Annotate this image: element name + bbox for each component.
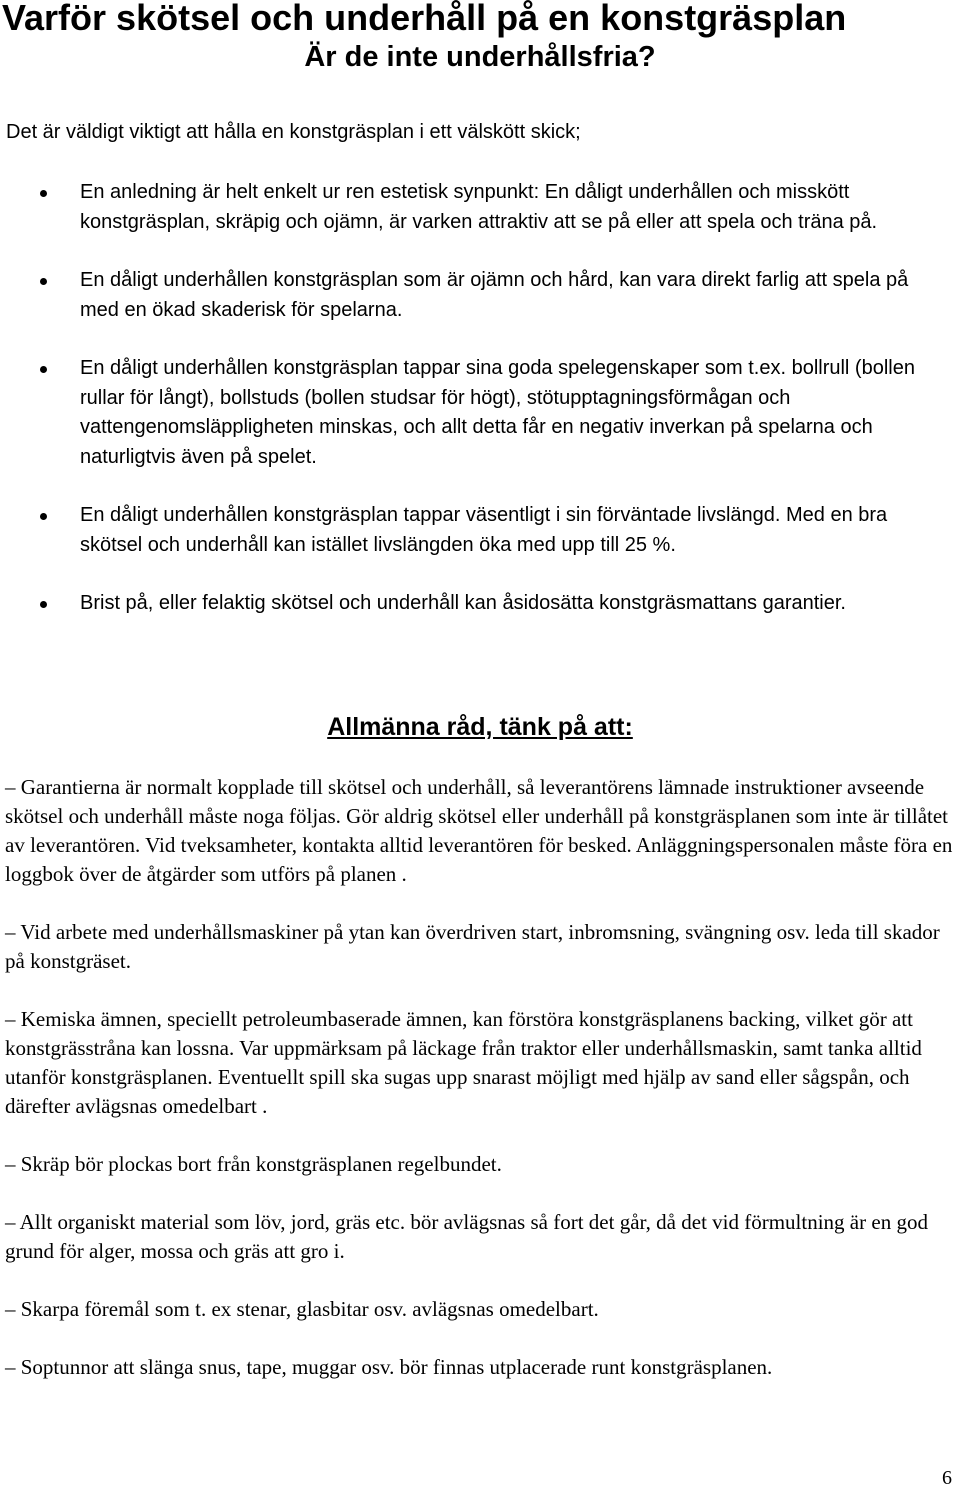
advice-paragraph: – Vid arbete med underhållsmaskiner på ytan kan överdriven start, inbromsning, svängning osv. leda till skador på konstgräset.: [5, 920, 940, 973]
advice-list: [5, 773, 955, 1411]
document-subtitle: Är de inte underhållsfria?: [304, 41, 656, 73]
advice-paragraph: – Allt organiskt material som löv, jord, gräs etc. bör avlägsnas så fort det går, då det vid förmultning är en god grund för alger, mossa och gräs att gro i.: [5, 1210, 928, 1263]
list-item-text: En anledning är helt enkelt ur ren estetisk synpunkt: En dåligt underhållen och misskött konstgräsplan, skräpig och ojämn, är varken attraktiv att se på eller att spela och träna på.: [80, 181, 878, 233]
list-item-text: Brist på, eller felaktig skötsel och underhåll kan åsidosätta konstgräsmattans garantier.: [80, 592, 846, 614]
list-item: [0, 178, 960, 237]
section-heading: Allmänna råd, tänk på att:: [327, 713, 633, 741]
list-item-text: En dåligt underhållen konstgräsplan som är ojämn och hård, kan vara direkt farlig att spela på med en ökad skaderisk för spelarna.: [80, 269, 909, 321]
advice-paragraph: – Skarpa föremål som t. ex stenar, glasbitar osv. avlägsnas omedelbart.: [5, 1297, 599, 1321]
list-item-text: En dåligt underhållen konstgräsplan tappar väsentligt i sin förväntade livslängd. Med en bra skötsel och underhåll kan istället livslängden öka med upp till 25 %.: [80, 504, 888, 556]
list-item: [0, 589, 960, 619]
reasons-list: [0, 178, 960, 648]
list-item: [0, 354, 960, 472]
list-item: [0, 501, 960, 560]
list-item-text: En dåligt underhållen konstgräsplan tappar sina goda spelegenskaper som t.ex. bollrull (bollen rullar för långt), bollstuds (bollen studsar för högt), stötupptagningsförmågan och vattengenomsläppligheten minskas, och allt detta får en negativ inverkan på spelarna och naturligtvis även på spelet.: [80, 357, 915, 468]
advice-paragraph: – Skräp bör plockas bort från konstgräsplanen regelbundet.: [5, 1152, 502, 1176]
page-number: 6: [942, 1467, 952, 1489]
advice-paragraph: – Soptunnor att slänga snus, tape, muggar osv. bör finnas utplacerade runt konstgräsplanen.: [5, 1355, 773, 1379]
bullet-icon: [40, 366, 47, 373]
advice-paragraph: – Kemiska ämnen, speciellt petroleumbaserade ämnen, kan förstöra konstgräsplanens backing, vilket gör att konstgrässtråna kan lossna. Var uppmärksam på läckage från traktor eller underhållsmaskin, samt tanka alltid utanför konstgräsplanen. Eventuellt spill ska sugas upp snarast möjligt med hjälp av sand eller sågspån, och därefter avlägsnas omedelbart .: [5, 1007, 922, 1118]
bullet-icon: [40, 190, 47, 197]
advice-paragraph: – Garantierna är normalt kopplade till skötsel och underhåll, så leverantörens lämnade instruktioner avseende skötsel och underhåll måste noga följas. Gör aldrig skötsel eller underhåll på konstgräsplanen som inte är tillåtet av leverantören. Vid tveksamheter, kontakta alltid leverantören för besked. Anläggningspersonalen måste föra en loggbok över de åtgärder som utförs på planen .: [5, 775, 953, 886]
list-item: [0, 266, 960, 325]
intro-paragraph: Det är väldigt viktigt att hålla en konstgräsplan i ett välskött skick;: [6, 121, 581, 143]
bullet-icon: [40, 513, 47, 520]
bullet-icon: [40, 601, 47, 608]
bullet-icon: [40, 278, 47, 285]
document-title: Varför skötsel och underhåll på en konstgräsplan: [2, 0, 847, 38]
